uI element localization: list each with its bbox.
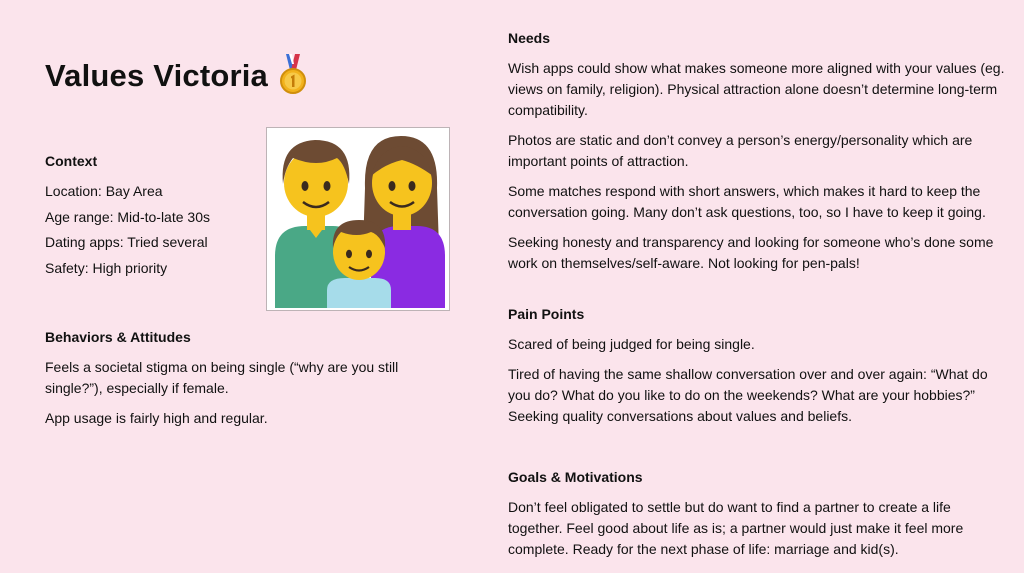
pain-points-paragraph: Tired of having the same shallow conversation over and over again: “What do you do? What do you like to do on the weekends? What are your hobbies?” Seeking quality conversations about values and beliefs. [508,366,988,424]
pain-points-paragraph: Scared of being judged for being single. [508,336,755,352]
persona-title [45,56,308,96]
needs-section [508,28,1008,283]
pain-points-section [508,304,1008,436]
needs-paragraph: Wish apps could show what makes someone more aligned with your values (eg. views on family, religion). Physical attraction alone doesn’t determine long-term compatibility. [508,60,1005,118]
behaviors-heading: Behaviors & Attitudes [45,329,191,345]
family-image [266,127,450,311]
context-heading: Context [45,153,98,169]
needs-paragraph: Seeking honesty and transparency and looking for someone who’s done some work on themselves/self-aware. Not looking for pen-pals! [508,234,994,271]
behaviors-paragraph: App usage is fairly high and regular. [45,410,268,426]
context-item: Location: Bay Area [45,183,163,199]
context-item: Age range: Mid-to-late 30s [45,208,210,225]
pain-points-heading: Pain Points [508,306,585,322]
first-place-medal-icon [278,52,308,96]
behaviors-paragraph: Feels a societal stigma on being single (“why are you still single?”), especially if female. [45,359,399,396]
family-emoji-icon [267,128,449,310]
context-item: Safety: High priority [45,259,168,276]
needs-paragraph: Some matches respond with short answers, which makes it hard to keep the conversation going. Many don’t ask questions, too, so I have to keep it going. [508,183,986,220]
context-item: Dating apps: Tried several [45,234,208,250]
goals-heading: Goals & Motivations [508,469,643,485]
persona-name: Values Victoria [45,58,268,93]
needs-heading: Needs [508,30,551,46]
goals-paragraph: Don’t feel obligated to settle but do want to find a partner to create a life together. Feel good about life as is; a partner would just make it feel more complete. Ready for the next phase of life: marriage and kid(s). [508,499,964,557]
needs-paragraph: Photos are static and don’t convey a person’s energy/personality which are important points of attraction. [508,132,973,169]
goals-section [508,467,1008,569]
behaviors-section [45,327,445,438]
